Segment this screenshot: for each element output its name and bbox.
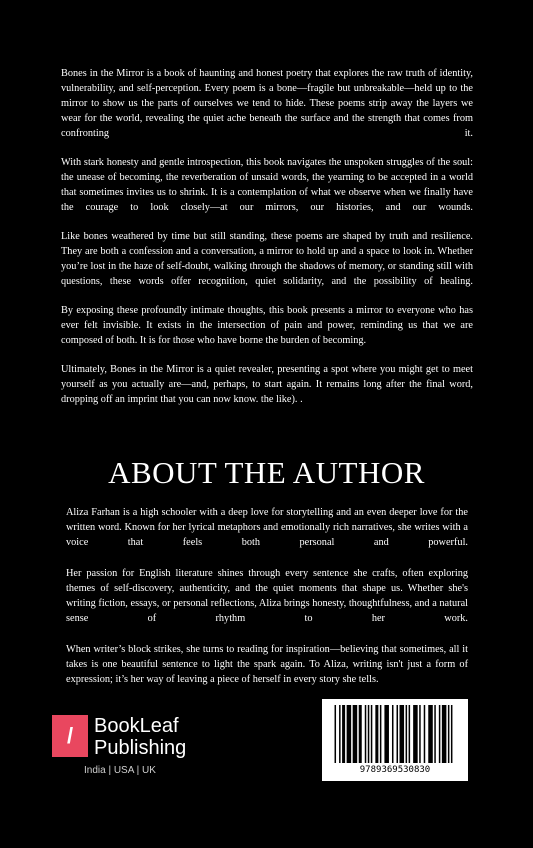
barcode-bar xyxy=(392,705,394,763)
isbn-barcode xyxy=(322,699,468,781)
barcode-bar xyxy=(428,705,433,763)
barcode-bars xyxy=(330,705,460,763)
blurb-paragraph: Ultimately, Bones in the Mirror is a quiet revealer, presenting a spot where you might get to meet yourself as you actually are—and, perhaps, to start again. It remains long after the final word, dropping off an imprint that you can now know. the like). . xyxy=(61,364,473,405)
barcode-bar xyxy=(451,705,453,763)
barcode-bar xyxy=(406,705,408,763)
back-cover-blurb xyxy=(61,66,473,421)
author-bio xyxy=(66,505,468,703)
barcode-bar xyxy=(400,705,405,763)
isbn-number: 9789369530830 xyxy=(359,765,431,775)
barcode-bar xyxy=(409,705,411,763)
barcode-bar xyxy=(397,705,399,763)
barcode-bar xyxy=(434,705,436,763)
barcode-bar xyxy=(339,705,341,763)
publisher-name-line1: BookLeaf xyxy=(94,715,179,737)
publisher-name-line2: Publishing xyxy=(94,737,187,759)
blurb-paragraph: With stark honesty and gentle introspection, this book navigates the unspoken struggles of the soul: the unease of becoming, the reverberation of unsaid words, the yearning to be accepted in a world that sometimes invites us to shrink. It is a contemplation of what we observe when we finally have the courage to look closely—at our mirrors, our histories, and our wounds. xyxy=(61,157,473,213)
barcode-bar xyxy=(413,705,418,763)
blurb-paragraph: Bones in the Mirror is a book of haunting and honest poetry that explores the raw truth of identity, vulnerability, and self-perception. Every poem is a bone—fragile but unbreakable—held up to the mirror to show us the parts of ourselves we tend to hide. These poems strip away the layers we wear for the world, revealing the quiet ache beneath the surface and the strength that comes from confronting it. xyxy=(61,68,473,139)
barcode-bar xyxy=(353,705,358,763)
barcode-bar xyxy=(359,705,362,763)
barcode-bar xyxy=(424,705,426,763)
barcode-bar xyxy=(439,705,441,763)
about-author-heading: ABOUT THE AUTHOR xyxy=(108,455,425,490)
author-paragraph: Her passion for English literature shines through every sentence she crafts, often exploring themes of self-discovery, authenticity, and the quiet moments that shape us. Whether she's writing fiction, essays, or personal reflections, Aliza brings honesty, thoughtfulness, and a natural sense of rhythm to her work. xyxy=(66,568,468,624)
publisher-name xyxy=(94,715,186,759)
publisher-regions: India | USA | UK xyxy=(84,765,156,776)
blurb-paragraph: Like bones weathered by time but still standing, these poems are shaped by truth and resilience. They are both a confession and a conversation, a mirror to hold up and a space to look in. Whether you’re lost in the haze of self-doubt, walking through the shadows of memory, or standing still with questions, these words offer recognition, quiet solidarity, and the possibility of healing. xyxy=(61,231,473,287)
barcode-bar xyxy=(448,705,450,763)
barcode-bar xyxy=(380,705,382,763)
barcode-bar xyxy=(342,705,345,763)
barcode-bar xyxy=(368,705,370,763)
barcode-bar xyxy=(347,705,352,763)
barcode-bar xyxy=(442,705,447,763)
barcode-bar xyxy=(371,705,373,763)
barcode-bar xyxy=(375,705,378,763)
barcode-bar xyxy=(365,705,367,763)
blurb-paragraph: By exposing these profoundly intimate thoughts, this book presents a mirror to everyone who has ever felt invisible. It exists in the intersection of pain and power, reminding us that we are composed of both. It is for those who have borne the burden of becoming. xyxy=(61,305,473,346)
author-paragraph: When writer’s block strikes, she turns to reading for inspiration—believing that sometimes, all it takes is one beautiful sentence to light the spark again. To Aliza, writing isn't just a form of expression; it’s her way of leaving a piece of herself in every story she tells. xyxy=(66,644,468,685)
barcode-bar xyxy=(384,705,389,763)
barcode-bar xyxy=(335,705,337,763)
publisher-logo-mark: / xyxy=(52,715,88,757)
author-paragraph: Aliza Farhan is a high schooler with a deep love for storytelling and an even deeper love for the written word. Known for her lyrical metaphors and emotionally rich narratives, she writes with a voice that feels both personal and powerful. xyxy=(66,507,468,548)
barcode-bar xyxy=(419,705,421,763)
